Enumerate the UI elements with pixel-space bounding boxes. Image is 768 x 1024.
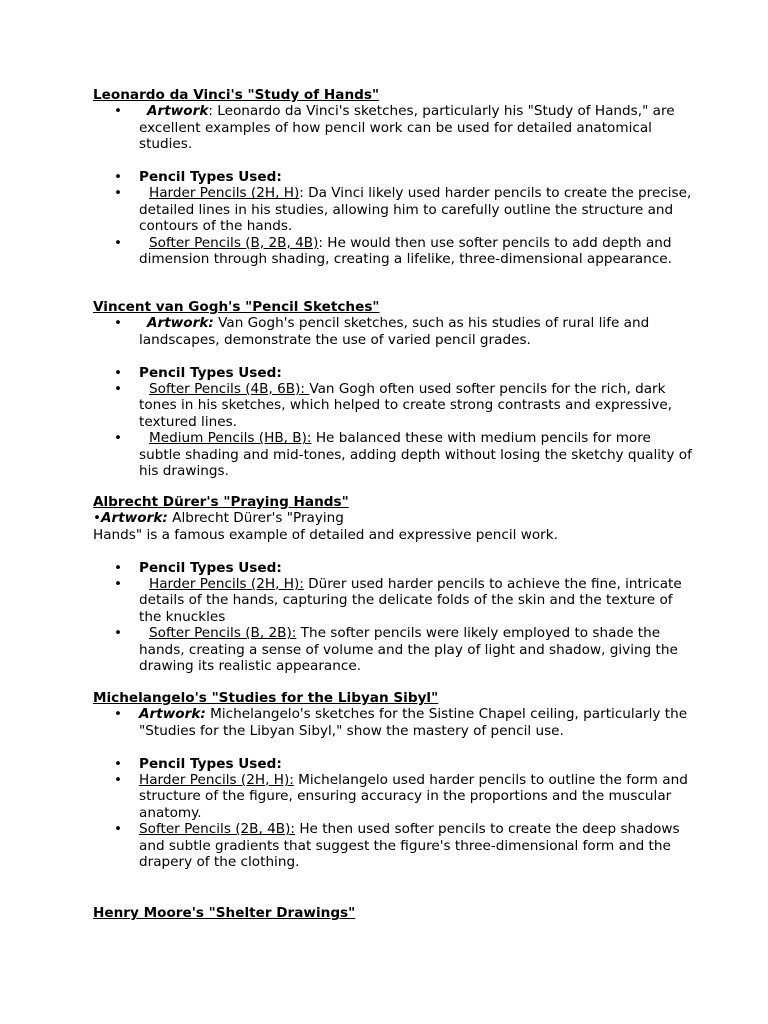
pencil-types-label: Pencil Types Used: [139, 169, 282, 186]
artwork-bullet: • [93, 510, 102, 527]
artwork-text: Albrecht Dürer's "Praying [167, 510, 344, 527]
pencil-text: The softer pencils were likely employed to shade the hands, creating a sense of volume and the play of light and shadow, giving the drawing its realistic appearance. [139, 625, 678, 675]
list-item-pencil-types [93, 169, 693, 185]
list-item-artwork [93, 315, 693, 348]
section-list [93, 706, 693, 870]
list-item-pencil-types [93, 560, 693, 576]
section-henry-moore [93, 905, 693, 921]
list-item [93, 772, 693, 821]
pencil-label: Harder Pencils (2H, H) [149, 185, 300, 202]
list-item [93, 821, 693, 870]
pencil-types-label: Pencil Types Used: [139, 559, 282, 576]
pencil-text: Michelangelo used harder pencils to outline the form and structure of the figure, ensuring accuracy in the proportions and the muscular anatomy. [139, 772, 688, 821]
list-item-pencil-types [93, 756, 693, 772]
pencil-label: Harder Pencils (2H, H): [149, 576, 304, 593]
pencil-text: He then used softer pencils to create the deep shadows and subtle gradients that suggest the figure's three-dimensional form and the drapery of the clothing. [139, 821, 680, 871]
section-list [93, 560, 693, 675]
artwork-label: Artwork: [147, 315, 214, 332]
list-item [93, 235, 693, 268]
section-heading: Michelangelo's "Studies for the Libyan Sibyl" [93, 690, 439, 706]
pencil-label: Softer Pencils (4B, 6B): [149, 381, 310, 398]
artwork-text: : Leonardo da Vinci's sketches, particularly his "Study of Hands," are excellent examples of how pencil work can be used for detailed anatomical studies. [139, 103, 675, 153]
list-item [93, 576, 693, 625]
section-heading: Leonardo da Vinci's "Study of Hands" [93, 87, 380, 103]
pencil-types-label: Pencil Types Used: [139, 755, 282, 772]
section-van-gogh [93, 299, 693, 479]
section-list [93, 315, 693, 479]
pencil-text: : He would then use softer pencils to add depth and dimension through shading, creating a lifelike, three-dimensional appearance. [139, 234, 672, 268]
artwork-label: Artwork [147, 103, 209, 120]
section-durer [93, 494, 693, 674]
list-item-artwork [93, 706, 693, 739]
list-item-pencil-types [93, 365, 693, 381]
pencil-text: Van Gogh often used softer pencils for the rich, dark tones in his sketches, which helped to create strong contrasts and expressive, textured lines. [139, 381, 673, 430]
section-heading: Henry Moore's "Shelter Drawings" [93, 905, 356, 921]
artwork-label: Artwork: [101, 510, 168, 527]
pencil-label: Softer Pencils (B, 2B): [149, 625, 297, 642]
pencil-text: Dürer used harder pencils to achieve the fine, intricate details of the hands, capturing the delicate folds of the skin and the texture of the knuckles [139, 576, 682, 625]
artwork-line [93, 510, 693, 526]
pencil-label: Harder Pencils (2H, H): [139, 772, 294, 789]
list-item [93, 430, 693, 479]
pencil-text: : Da Vinci likely used harder pencils to create the precise, detailed lines in his studies, allowing him to carefully outline the structure and contours of the hands. [139, 185, 692, 235]
artwork-line-continued: Hands" is a famous example of detailed and expressive pencil work. [93, 526, 558, 543]
pencil-label: Softer Pencils (2B, 4B): [139, 821, 295, 838]
artwork-text: Van Gogh's pencil sketches, such as his studies of rural life and landscapes, demonstrate the use of varied pencil grades. [139, 315, 650, 348]
artwork-label: Artwork: [139, 706, 206, 723]
list-item [93, 625, 693, 674]
list-item-artwork [93, 103, 693, 152]
pencil-types-label: Pencil Types Used: [139, 364, 282, 381]
list-item [93, 185, 693, 234]
section-heading: Albrecht Dürer's "Praying Hands" [93, 494, 349, 510]
pencil-text: He balanced these with medium pencils for more subtle shading and mid-tones, adding depth without losing the sketchy quality of his drawings. [139, 430, 692, 480]
section-leonardo [93, 87, 693, 267]
list-item [93, 381, 693, 430]
section-list [93, 103, 693, 267]
pencil-label: Softer Pencils (B, 2B, 4B) [149, 234, 319, 251]
pencil-label: Medium Pencils (HB, B): [149, 430, 312, 447]
section-michelangelo [93, 690, 693, 870]
section-heading: Vincent van Gogh's "Pencil Sketches" [93, 299, 380, 315]
artwork-text: Michelangelo's sketches for the Sistine Chapel ceiling, particularly the "Studies for the Libyan Sibyl," show the mastery of pencil use. [139, 706, 688, 739]
